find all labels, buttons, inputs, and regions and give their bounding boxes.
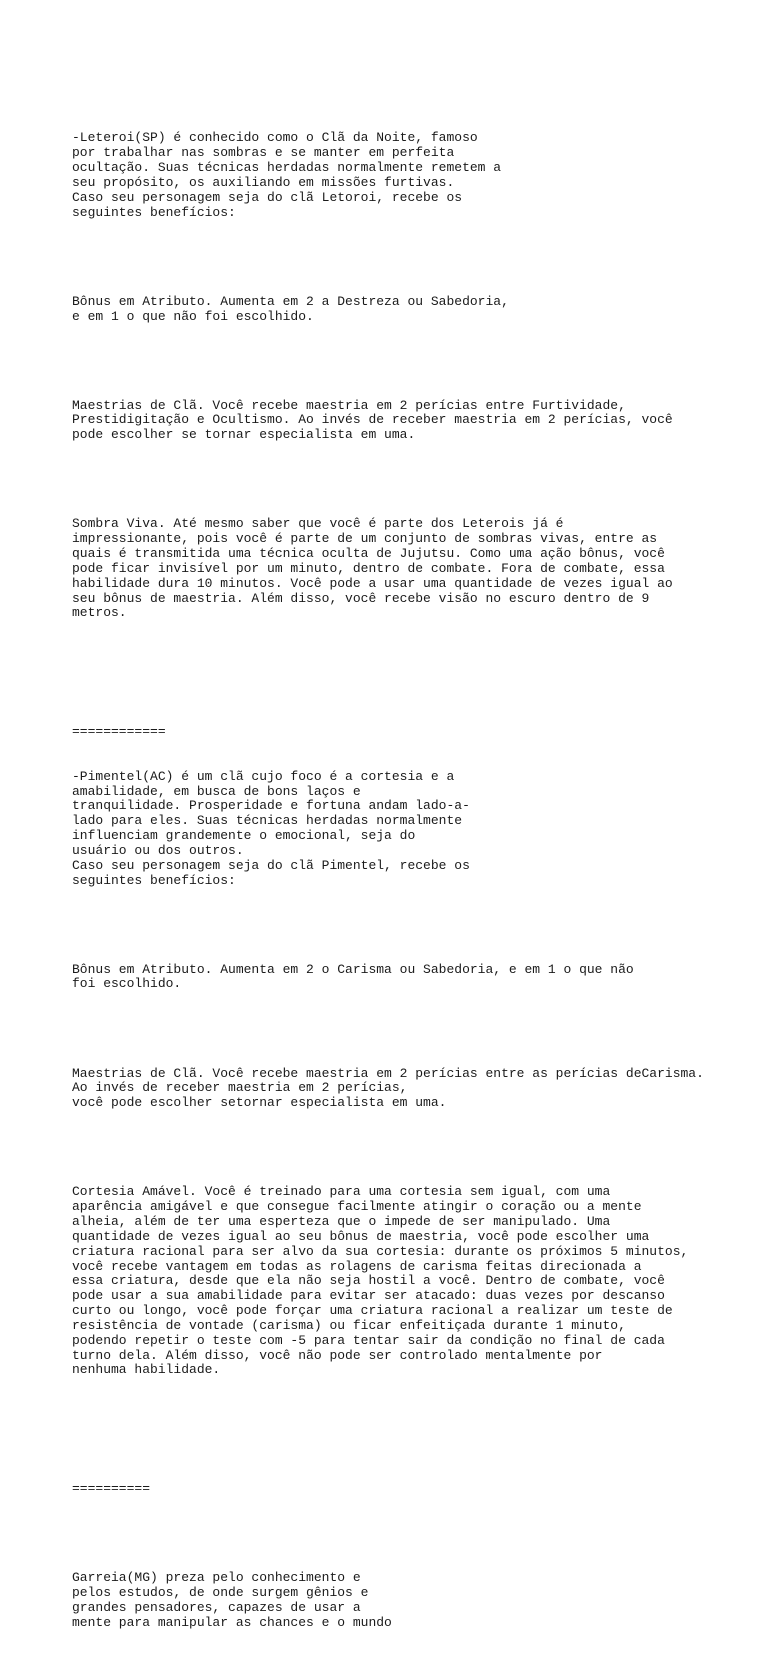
leteroi-attribute-bonus bbox=[72, 295, 732, 325]
text-line: influenciam grandemente o emocional, seja do bbox=[72, 828, 416, 844]
leteroi-intro bbox=[72, 131, 732, 220]
text-line: -Leteroi(SP) é conhecido como o Clã da Noite, famoso bbox=[72, 130, 478, 146]
text-line: Cortesia Amável. Você é treinado para uma cortesia sem igual, com uma bbox=[72, 1184, 611, 1200]
pimentel-attribute-bonus bbox=[72, 963, 732, 993]
garreia-intro bbox=[72, 1571, 732, 1630]
pimentel-feature-cortesia-amavel bbox=[72, 1185, 732, 1378]
text-line: Bônus em Atributo. Aumenta em 2 o Carisma ou Sabedoria, e em 1 o que não bbox=[72, 961, 634, 977]
text-line: Garreia(MG) preza pelo conhecimento e bbox=[72, 1570, 361, 1586]
text-line: Sombra Viva. Até mesmo saber que você é parte dos Leterois já é bbox=[72, 516, 564, 532]
document-page bbox=[72, 72, 732, 1660]
text-line: impressionante, pois você é parte de um conjunto de sombras vivas, entre as bbox=[72, 531, 658, 547]
text-line: pode escolher se tornar especialista em uma. bbox=[72, 427, 416, 443]
text-line: ocultação. Suas técnicas herdadas normalmente remetem a bbox=[72, 160, 502, 176]
text-line: quantidade de vezes igual ao seu bônus de maestria, você pode escolher uma bbox=[72, 1228, 650, 1244]
text-line: Prestidigitação e Ocultismo. Ao invés de receber maestria em 2 perícias, você bbox=[72, 412, 673, 428]
text-line: seu bônus de maestria. Além disso, você recebe visão no escuro dentro de 9 bbox=[72, 590, 650, 606]
text-line: lado para eles. Suas técnicas herdadas normalmente bbox=[72, 813, 463, 829]
text-line: habilidade dura 10 minutos. Você pode a usar uma quantidade de vezes igual ao bbox=[72, 575, 673, 591]
text-line: por trabalhar nas sombras e se manter em perfeita bbox=[72, 145, 455, 161]
text-line: alheia, além de ter uma esperteza que o impede de ser manipulado. Uma bbox=[72, 1213, 611, 1229]
text-line: Caso seu personagem seja do clã Pimentel, recebe os bbox=[72, 857, 470, 873]
text-line: turno dela. Além disso, você não pode ser controlado mentalmente por bbox=[72, 1347, 603, 1363]
text-line: seguintes benefícios: bbox=[72, 872, 236, 888]
text-line: curto ou longo, você pode forçar uma criatura racional a realizar um teste de bbox=[72, 1303, 673, 1319]
section-separator: ============ bbox=[72, 724, 166, 740]
text-line: pelos estudos, de onde surgem gênios e bbox=[72, 1585, 369, 1601]
leteroi-clan-mastery bbox=[72, 399, 732, 444]
text-line: Bônus em Atributo. Aumenta em 2 a Destreza ou Sabedoria, bbox=[72, 293, 509, 309]
text-line: usuário ou dos outros. bbox=[72, 842, 244, 858]
text-line: mente para manipular as chances e o mundo bbox=[72, 1614, 392, 1630]
text-line: criatura racional para ser alvo da sua cortesia: durante os próximos 5 minutos, bbox=[72, 1243, 689, 1259]
text-line: nenhuma habilidade. bbox=[72, 1362, 221, 1378]
text-line: -Pimentel(AC) é um clã cujo foco é a cortesia e a bbox=[72, 768, 455, 784]
text-line: você pode escolher setornar especialista em uma. bbox=[72, 1095, 447, 1111]
text-line: Maestrias de Clã. Você recebe maestria em 2 perícias entre as perícias deCarisma. bbox=[72, 1065, 704, 1081]
leteroi-feature-sombra-viva bbox=[72, 517, 732, 621]
pimentel-intro bbox=[72, 770, 732, 889]
text-line: foi escolhido. bbox=[72, 976, 182, 992]
section-separator: ========== bbox=[72, 1481, 151, 1497]
text-line: resistência de vontade (carisma) ou ficar enfeitiçada durante 1 minuto, bbox=[72, 1317, 626, 1333]
text-line: amabilidade, em busca de bons laços e bbox=[72, 783, 361, 799]
text-line: quais é transmitida uma técnica oculta de Jujutsu. Como uma ação bônus, você bbox=[72, 546, 665, 561]
text-line: aparência amigável e que consegue facilmente atingir o coração ou a mente bbox=[72, 1199, 642, 1215]
text-line: pode usar a sua amabilidade para evitar ser atacado: duas vezes por descanso bbox=[72, 1288, 665, 1304]
text-line: tranquilidade. Prosperidade e fortuna andam lado-a- bbox=[72, 798, 470, 814]
text-line: metros. bbox=[72, 605, 127, 621]
text-line: pode ficar invisível por um minuto, dentro de combate. Fora de combate, essa bbox=[72, 560, 665, 576]
text-line: você recebe vantagem em todas as rolagens de carisma feitas direcionada a bbox=[72, 1258, 642, 1274]
text-line: Maestrias de Clã. Você recebe maestria em 2 perícias entre Furtividade, bbox=[72, 397, 626, 413]
pimentel-clan-mastery bbox=[72, 1067, 732, 1112]
text-line: essa criatura, desde que ela não seja hostil a você. Dentro de combate, você bbox=[72, 1273, 665, 1289]
text-line: seguintes benefícios: bbox=[72, 204, 236, 220]
text-line: Caso seu personagem seja do clã Letoroi, recebe os bbox=[72, 189, 463, 205]
text-line: podendo repetir o teste com -5 para tentar sair da condição no final de cada bbox=[72, 1332, 665, 1348]
text-line: e em 1 o que não foi escolhido. bbox=[72, 308, 314, 324]
text-line: Ao invés de receber maestria em 2 perícias, bbox=[72, 1080, 408, 1096]
text-line: grandes pensadores, capazes de usar a bbox=[72, 1599, 361, 1615]
text-line: seu propósito, os auxiliando em missões furtivas. bbox=[72, 174, 455, 190]
